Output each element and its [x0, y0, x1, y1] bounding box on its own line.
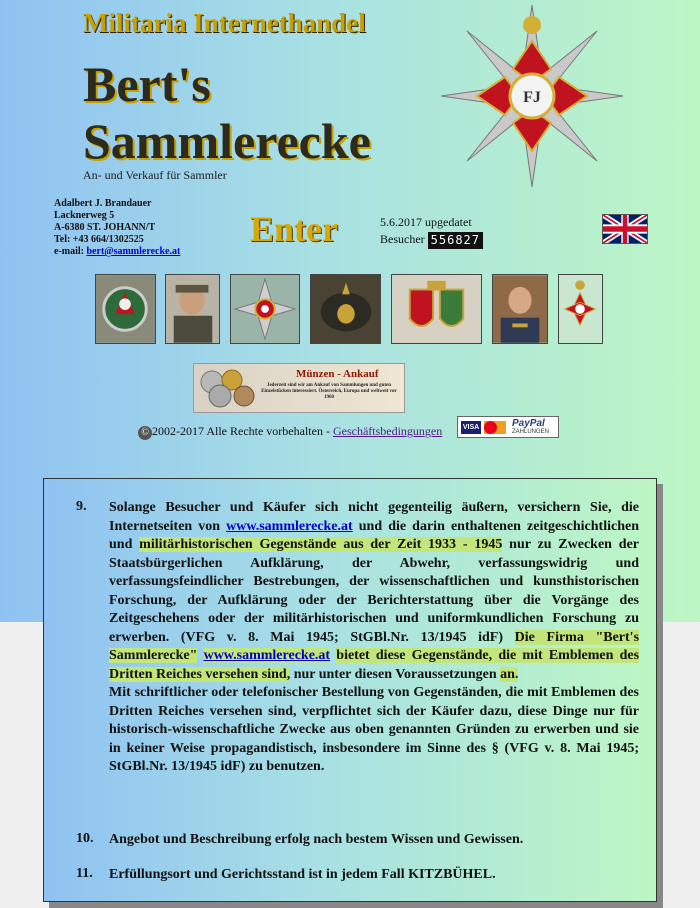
- term-9-number: 9.: [76, 499, 87, 514]
- banner-title: Münzen - Ankauf: [296, 368, 379, 380]
- thumbnail-edelweiss-badge[interactable]: [95, 274, 156, 344]
- mastercard-logo: [484, 421, 506, 434]
- email-link[interactable]: bert@sammlerecke.at: [86, 246, 181, 257]
- city: A-6380 ST. JOHANN/T: [54, 222, 156, 233]
- copyright-line: [138, 424, 442, 440]
- paypal-sub: ZAHLUNGEN: [512, 429, 550, 435]
- term-9: [109, 499, 639, 777]
- brand-line-2: Sammlerecke: [83, 113, 371, 169]
- banner-text: Jederzeit sind wir am Ankauf von Sammlungen und guten Einzelstücken interessiert. Österreich, Europa und weltweit vor 1960: [261, 383, 397, 400]
- term-9-link-1[interactable]: www.sammlerecke.at: [226, 518, 353, 534]
- street: Lacknerweg 5: [54, 210, 115, 221]
- term-11: [109, 866, 639, 885]
- brand-line-1: Bert's: [83, 56, 211, 112]
- updated-date: 5.6.2017 upgedatet: [380, 215, 472, 229]
- brand-title: [83, 56, 371, 170]
- owner-name: Adalbert J. Brandauer: [54, 198, 152, 209]
- thumbnail-cross-decoration[interactable]: [558, 274, 603, 344]
- copyright-icon: ©: [138, 426, 152, 440]
- term-9-text-b: und die darin enthaltenen zeitgeschichtlichen und: [109, 518, 640, 552]
- enter-button[interactable]: Enter: [250, 209, 338, 249]
- visa-logo: VISA: [461, 421, 481, 434]
- phone: Tel: +43 664/1302525: [54, 234, 144, 245]
- term-9-highlight-3: bietet diese Gegenstände, die mit Emblemen des Dritten Reiches versehen sind,: [109, 648, 640, 682]
- term-9-highlight-2: Die Firma "Bert's Sammlerecke": [109, 629, 640, 663]
- email-row: [54, 246, 180, 258]
- payment-badge: [457, 416, 559, 438]
- term-10-text: Angebot und Beschreibung erfolg nach bestem Wissen und Gewissen.: [109, 832, 524, 847]
- terms-box: [43, 478, 657, 902]
- shop-title: Militaria Internethandel: [83, 8, 366, 38]
- visitors-label: Besucher: [380, 232, 425, 246]
- term-9-text-d: nur unter diesen Voraussetzungen: [293, 666, 497, 682]
- email-label: e-mail:: [54, 246, 84, 257]
- status-block: [380, 214, 483, 249]
- uk-flag-icon[interactable]: [602, 214, 648, 244]
- term-9-highlight-4: an.: [500, 666, 519, 682]
- term-10: [109, 831, 639, 850]
- terms-link[interactable]: Geschäftsbedingungen: [332, 424, 443, 438]
- order-star-icon: [439, 3, 625, 189]
- term-11-number: 11.: [76, 866, 93, 881]
- term-11-text: Erfüllungsort und Gerichtsstand ist in jedem Fall KITZBÜHEL.: [109, 867, 496, 882]
- visitor-row: [380, 231, 483, 249]
- subtitle: An- und Verkauf für Sammler: [83, 168, 227, 182]
- term-10-number: 10.: [76, 831, 94, 846]
- copyright-text: 2002-2017 Alle Rechte vorbehalten -: [152, 424, 330, 438]
- thumbnail-order-star[interactable]: [230, 274, 300, 344]
- coins-icon: [198, 368, 258, 408]
- term-9-link-2[interactable]: www.sammlerecke.at: [203, 648, 331, 663]
- thumbnail-coat-of-arms[interactable]: [391, 274, 482, 344]
- paypal-logo: PayPal: [512, 418, 545, 429]
- term-9-text-e: Mit schriftlicher oder telefonischer Bestellung von Gegenständen, die mit Emblemen des Dritten Reiches versehen sind, verpflichtet sich der Käufer dazu, diese Dinge nur für historisch-wissenschaftliche Zwecke aus oben genannten Gründen zu erwerben und sie in keiner Weise propagandistisch, insbesondere im Sinne des § (VFG v. 8. Mai 1945; StGBl.Nr. 13/1945 idF) zu benutzen.: [109, 685, 639, 774]
- term-9-text-c: nur zu Zwecken der Staatsbürgerlichen Aufklärung, der Abwehr, verfassungswidrig und verfassungsfeindlicher Bestrebungen, der wissenschaftlichen und kunsthistorischen Forschung, der Aufklärung oder der Berichterstattung über die Vorgänge des Zeitgeschehens oder der militärhistorischen und uniformkundlichen Forschung zu erwerben. (VFG v. 8. Mai 1945; StGBl.Nr. 13/1945 idF): [109, 537, 639, 645]
- svg-text:FJ: FJ: [523, 89, 541, 106]
- term-9-text-a: Solange Besucher und Käufer sich nicht gegenteilig äußern, versichern Sie, die Internetseiten von: [109, 500, 639, 534]
- thumbnail-mountain-soldier[interactable]: [165, 274, 220, 344]
- visitor-counter: 556827: [428, 232, 483, 249]
- address-block: [54, 198, 180, 258]
- term-9-highlight-1: militärhistorischen Gegenstände aus der Zeit 1933 - 1945: [139, 537, 503, 552]
- thumbnail-officer-portrait[interactable]: [492, 274, 548, 344]
- coin-purchase-banner[interactable]: [193, 363, 405, 413]
- thumbnail-pith-helmet[interactable]: [310, 274, 381, 344]
